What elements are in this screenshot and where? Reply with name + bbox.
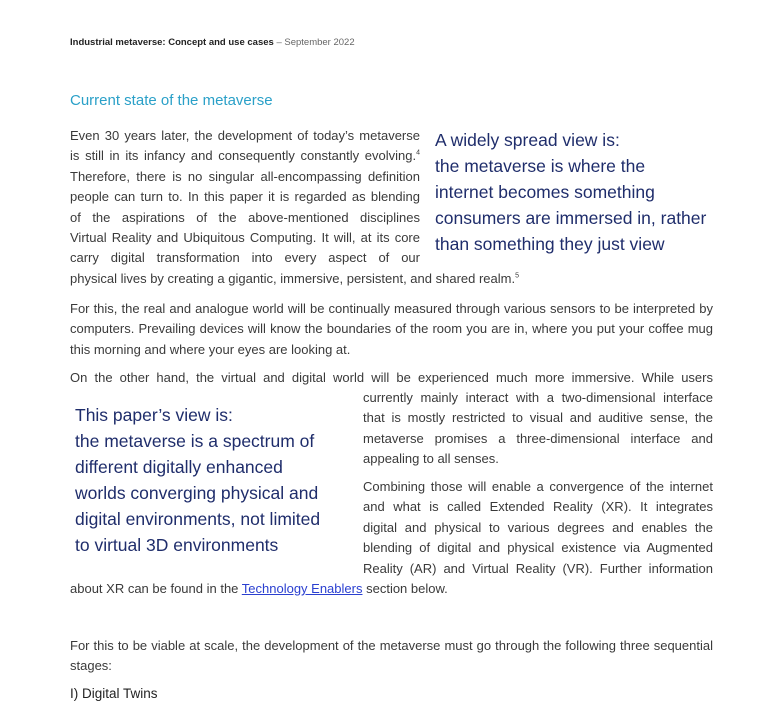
paragraph-xr-last-line (70, 579, 713, 599)
paragraph-immersive-first-line (70, 368, 713, 388)
quote2-line-5: digital environments, not limited (75, 509, 321, 529)
p4-last-line (70, 579, 713, 599)
quote2-line-4: worlds converging physical and (75, 483, 319, 503)
paragraph-xr (363, 477, 713, 579)
p1-line-6: Virtual Reality and Ubiquitous Computing. It will, at its core (70, 230, 420, 246)
quote2-line-3: different digitally enhanced (75, 457, 283, 477)
p4-line-4: blending of digital and physical existence via Augmented (363, 540, 713, 556)
document-title: Industrial metaverse: Concept and use cases (70, 37, 274, 48)
p1-line-1: Even 30 years later, the development of today’s metaverse (70, 128, 420, 143)
section-title: Current state of the metaverse (70, 92, 273, 109)
paragraph-sensors: For this, the real and analogue world will be continually measured through various sensors to be interpreted by computers. Prevailing devices will know the boundaries of the room you are in, where you put your coffee mug this morning and where your eyes are looking at. (70, 301, 713, 357)
paragraph-immersive-continued (363, 388, 713, 470)
quote1-line-4: consumers are immersed in, rather (435, 208, 707, 228)
paragraph-intro (70, 126, 420, 269)
p3-line-3: that is mostly restricted to visual and auditive sense, the (363, 410, 713, 426)
quote2-line-6: to virtual 3D environments (75, 535, 279, 555)
stage-heading-digital-twins: I) Digital Twins (70, 686, 158, 701)
quote1-line-2: the metaverse is where the (435, 156, 646, 176)
quote1-line-1: A widely spread view is: (435, 130, 620, 150)
footnote-4: 4 (416, 150, 420, 158)
footnote-5: 5 (515, 272, 519, 280)
p1-line-4: people can turn to. In this paper it is regarded as blending (70, 189, 420, 205)
technology-enablers-link[interactable]: Technology Enablers (241, 581, 363, 596)
page-header (70, 37, 355, 48)
p4-line-5: Reality (AR) and Virtual Reality (VR). Further information (363, 560, 713, 576)
p4-line-2: and what is called Extended Reality (XR). It integrates (363, 499, 713, 515)
p4-line-3: digital and physical to various degrees and enables the (363, 519, 713, 535)
p4-line-1: Combining those will enable a convergence of the internet (363, 479, 713, 494)
p4-last-before: about XR can be found in the (70, 581, 242, 596)
p1-line-2 (70, 146, 420, 166)
pull-quote-widely-spread-view (435, 127, 706, 257)
quote2-line-2: the metaverse is a spectrum of (75, 431, 315, 451)
p1-line-5: of the aspirations of the above-mentioned disciplines (70, 209, 420, 225)
pull-quote-papers-view (75, 402, 320, 558)
p1-last-line (70, 269, 720, 289)
p1-line-7: carry digital transformation into every aspect of our (70, 250, 420, 266)
p3-line-4: metaverse promises a three-dimensional interface and (363, 430, 713, 446)
p3-first-line: On the other hand, the virtual and digital world will be experienced much more immersive. While users (70, 370, 713, 385)
quote1-line-3: internet becomes something (435, 182, 655, 202)
paragraph-stages: For this to be viable at scale, the development of the metaverse must go through the following three sequential stages: (70, 638, 713, 674)
document-date: September 2022 (284, 37, 355, 48)
p1-line-2-text: is still in its infancy and consequently constantly evolving. (70, 148, 417, 164)
quote2-line-1: This paper’s view is: (75, 405, 233, 425)
p3-line-2: currently mainly interact with a two-dimensional interface (363, 390, 713, 405)
quote1-line-5: than something they just view (435, 234, 665, 254)
header-separator: – (273, 37, 285, 48)
paragraph-intro-last-line (70, 269, 720, 289)
p1-line-3: Therefore, there is no singular all-encompassing definition (70, 168, 420, 184)
p4-last-after: section below. (362, 581, 448, 596)
p3-line-5: appealing to all senses. (363, 451, 499, 467)
p1-last-line-text: physical lives by creating a gigantic, immersive, persistent, and shared realm. (70, 271, 516, 286)
